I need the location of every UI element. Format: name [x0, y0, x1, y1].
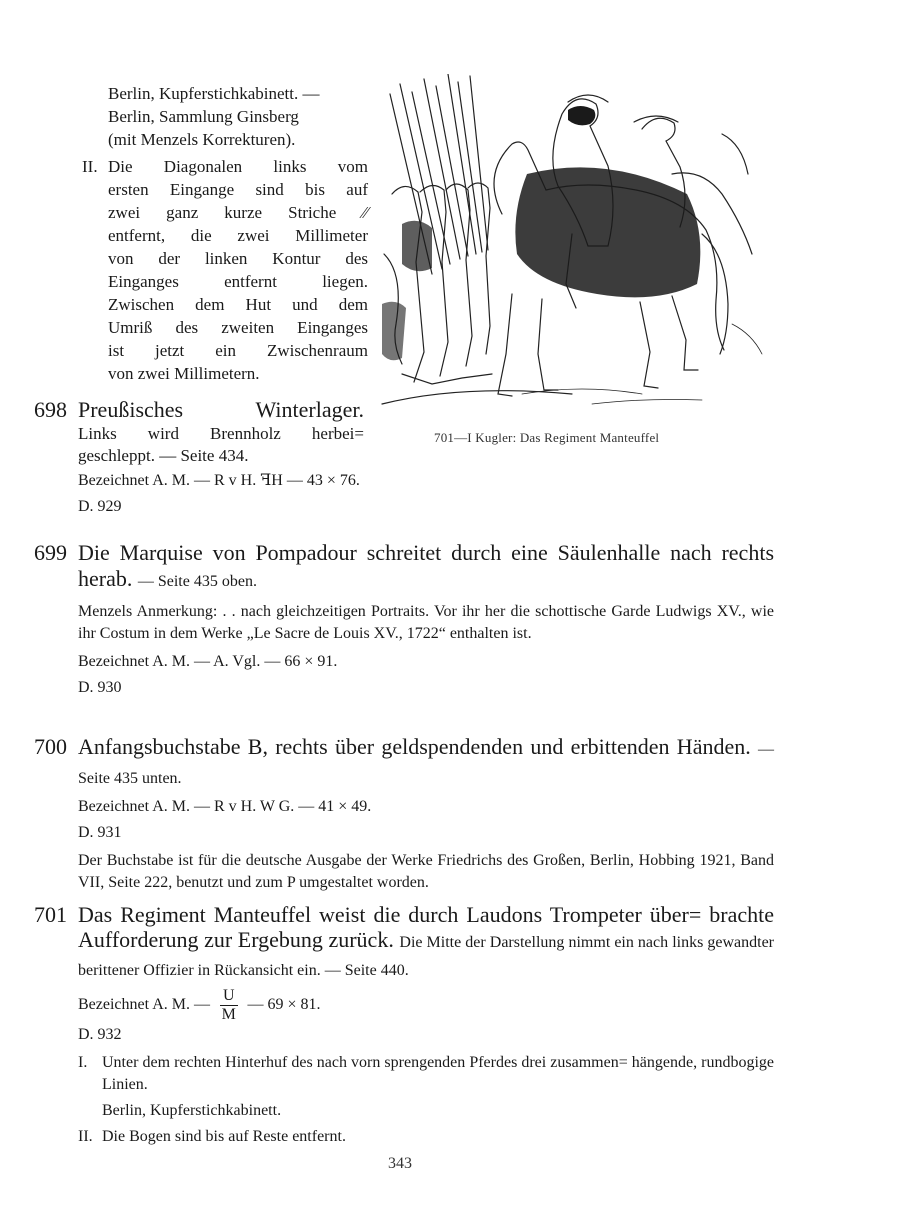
entry-title: Die Marquise von Pompadour schreitet durch eine Säulenhalle nach rechts herab. — Seite 435 oben.: [78, 540, 774, 591]
state-numeral: II.: [82, 157, 98, 176]
page-reference: — Seite 435 unten.: [78, 741, 774, 787]
figure-caption: 701—I Kugler: Das Regiment Manteuffel: [434, 430, 660, 445]
state-list: [78, 1052, 774, 1148]
entry-number: 698: [34, 397, 67, 422]
entry-number: 700: [34, 734, 67, 759]
signature-line: Bezeichnet A. M. — R v H. ꟻH — 43 × 76.: [78, 472, 360, 489]
state-text: Unter dem rechten Hinterhuf des nach vorn sprengenden Pferdes drei zusammen= hängende, rundbogige Linien.: [102, 1054, 774, 1093]
entry-700: [34, 734, 774, 894]
state-i: [78, 1052, 774, 1096]
entry-701: [34, 902, 774, 1148]
entry-number: 701: [34, 902, 67, 927]
state-text: Die Bogen sind bis auf Reste entfernt.: [102, 1128, 346, 1145]
entry-text-line: Links wird Brennholz herbei=: [78, 424, 364, 443]
signature-line: Bezeichnet A. M. — R v H. W G. — 41 × 49.: [78, 798, 372, 815]
entry-title: Preußisches Winterlager.: [78, 397, 364, 422]
state-location: Berlin, Kupferstichkabinett.: [102, 1102, 282, 1119]
engraving-sketch: [372, 74, 782, 419]
menzel-note: Menzels Anmerkung: . . nach gleichzeitigen Portraits. Vor ihr her die schottische Garde Ludwigs XV., wie ihr Costum in dem Werke „Le Sacre de Louis XV., 1722“ enthalten ist.: [78, 603, 774, 642]
state-ii: [78, 1126, 774, 1148]
page-number: 343: [388, 1155, 412, 1172]
state-text: Die Diagonalen links vom ersten Eingange sind bis auf zwei ganz kurze Striche ⁄⁄ entfernt, die zwei Millimeter von der linken Kontur des Einganges entfernt liegen. Zwischen dem Hut und dem Umriß des zweiten Einganges ist jetzt ein Zwischenraum von zwei Millimetern.: [108, 157, 368, 383]
provenance-line: Berlin, Kupferstichkabinett. —: [108, 84, 320, 103]
monogram-fraction: $\frac{U}{M}$: [221, 987, 236, 1023]
entry-note: Der Buchstabe ist für die deutsche Ausgabe der Werke Friedrichs des Großen, Berlin, Hobbing 1921, Band VII, Seite 222, benutzt und zum P umgestaltet worden.: [78, 852, 774, 891]
entry-title: Anfangsbuchstabe B, rechts über geldspendenden und erbittenden Händen. — Seite 435 unten.: [78, 734, 774, 787]
signature-line: Bezeichnet A. M. — A. Vgl. — 66 × 91.: [78, 653, 338, 670]
catalog-number: D. 930: [78, 679, 122, 696]
state-numeral: I.: [78, 1054, 88, 1071]
signature-line: Bezeichnet A. M. — $\frac{U}{M}$ — 69 × 81.: [78, 987, 321, 1023]
entry-number: 699: [34, 540, 67, 565]
entry-697-continuation: [78, 82, 368, 385]
catalog-number: D. 931: [78, 824, 122, 841]
entry-699: [34, 540, 774, 699]
catalog-number: D. 932: [78, 1026, 122, 1043]
provenance-line: Berlin, Sammlung Ginsberg: [108, 107, 299, 126]
entry-description: Die Mitte der Darstellung nimmt ein nach links gewandter berittener Offizier in Rückansicht ein. — Seite 440.: [78, 934, 775, 979]
state-ii: [78, 155, 368, 385]
entry-698-meta: [34, 470, 534, 518]
catalog-number: D. 929: [78, 498, 122, 515]
state-numeral: II.: [78, 1128, 93, 1145]
entry-698: [34, 397, 364, 467]
illustration-regiment-manteuffel: [372, 74, 782, 419]
provenance-line: (mit Menzels Korrekturen).: [108, 130, 296, 149]
page-reference: — Seite 435 oben.: [137, 573, 257, 590]
entry-title: Das Regiment Manteuffel weist die durch Laudons Trompeter über= brachte Aufforderung zur Ergebung zurück. Die Mitte der Darstellung nimmt ein nach links gewandter berittener Offizier in Rückansicht ein. — Seite 440.: [78, 902, 775, 979]
entry-text-line: geschleppt. — Seite 434.: [78, 446, 249, 465]
